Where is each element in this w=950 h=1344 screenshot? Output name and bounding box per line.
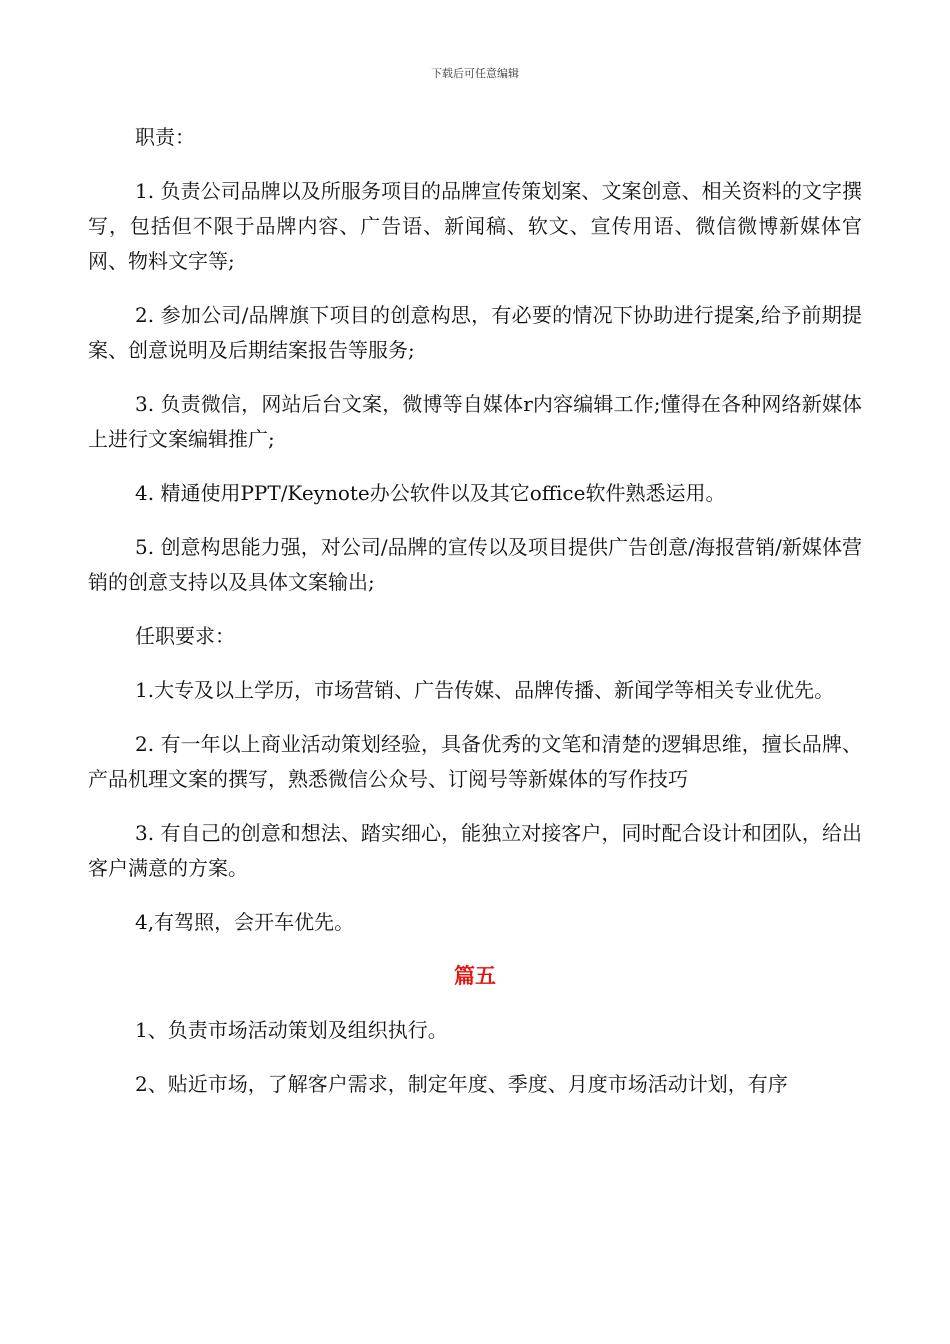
part-five-item-2: 2、贴近市场，了解客户需求，制定年度、季度、月度市场活动计划，有序 [135, 1072, 788, 1096]
duty-item-1: 1. 负责公司品牌以及所服务项目的品牌宣传策划案、文案创意、相关资料的文字撰写，包括但不限于品牌内容、广告语、新闻稿、软文、宣传用语、微信微博新媒体官网、物料文字等; [88, 179, 862, 273]
duty-item-3: 3. 负责微信，网站后台文案，微博等自媒体r内容编辑工作;懂得在各种网络新媒体上进行文案编辑推广; [88, 392, 862, 451]
section-heading-part-five: 篇五 [454, 964, 496, 988]
duty-item-5: 5. 创意构思能力强，对公司/品牌的宣传以及项目提供广告创意/海报营销/新媒体营销的创意支持以及具体文案输出; [88, 535, 862, 594]
duty-item-4: 4. 精通使用PPT/Keynote办公软件以及其它office软件熟悉运用。 [135, 481, 726, 505]
section-title-duties: 职责： [135, 125, 195, 149]
document-body [88, 120, 862, 1121]
part-five-item-1: 1、负责市场活动策划及组织执行。 [135, 1018, 448, 1042]
requirement-item-3: 3. 有自己的创意和想法、踏实细心，能独立对接客户，同时配合设计和团队，给出客户满意的方案。 [88, 821, 862, 880]
section-title-requirements: 任职要求： [135, 624, 235, 648]
page-header-watermark: 下载后可任意编辑 [431, 67, 519, 80]
duty-item-2: 2. 参加公司/品牌旗下项目的创意构思，有必要的情况下协助进行提案,给予前期提案、创意说明及后期结案报告等服务; [88, 303, 862, 362]
requirement-item-1: 1.大专及以上学历，市场营销、广告传媒、品牌传播、新闻学等相关专业优先。 [135, 678, 835, 702]
requirement-item-4: 4,有驾照，会开车优先。 [135, 910, 355, 934]
requirement-item-2: 2. 有一年以上商业活动策划经验，具备优秀的文笔和清楚的逻辑思维，擅长品牌、产品机理文案的撰写，熟悉微信公众号、订阅号等新媒体的写作技巧 [88, 732, 862, 791]
